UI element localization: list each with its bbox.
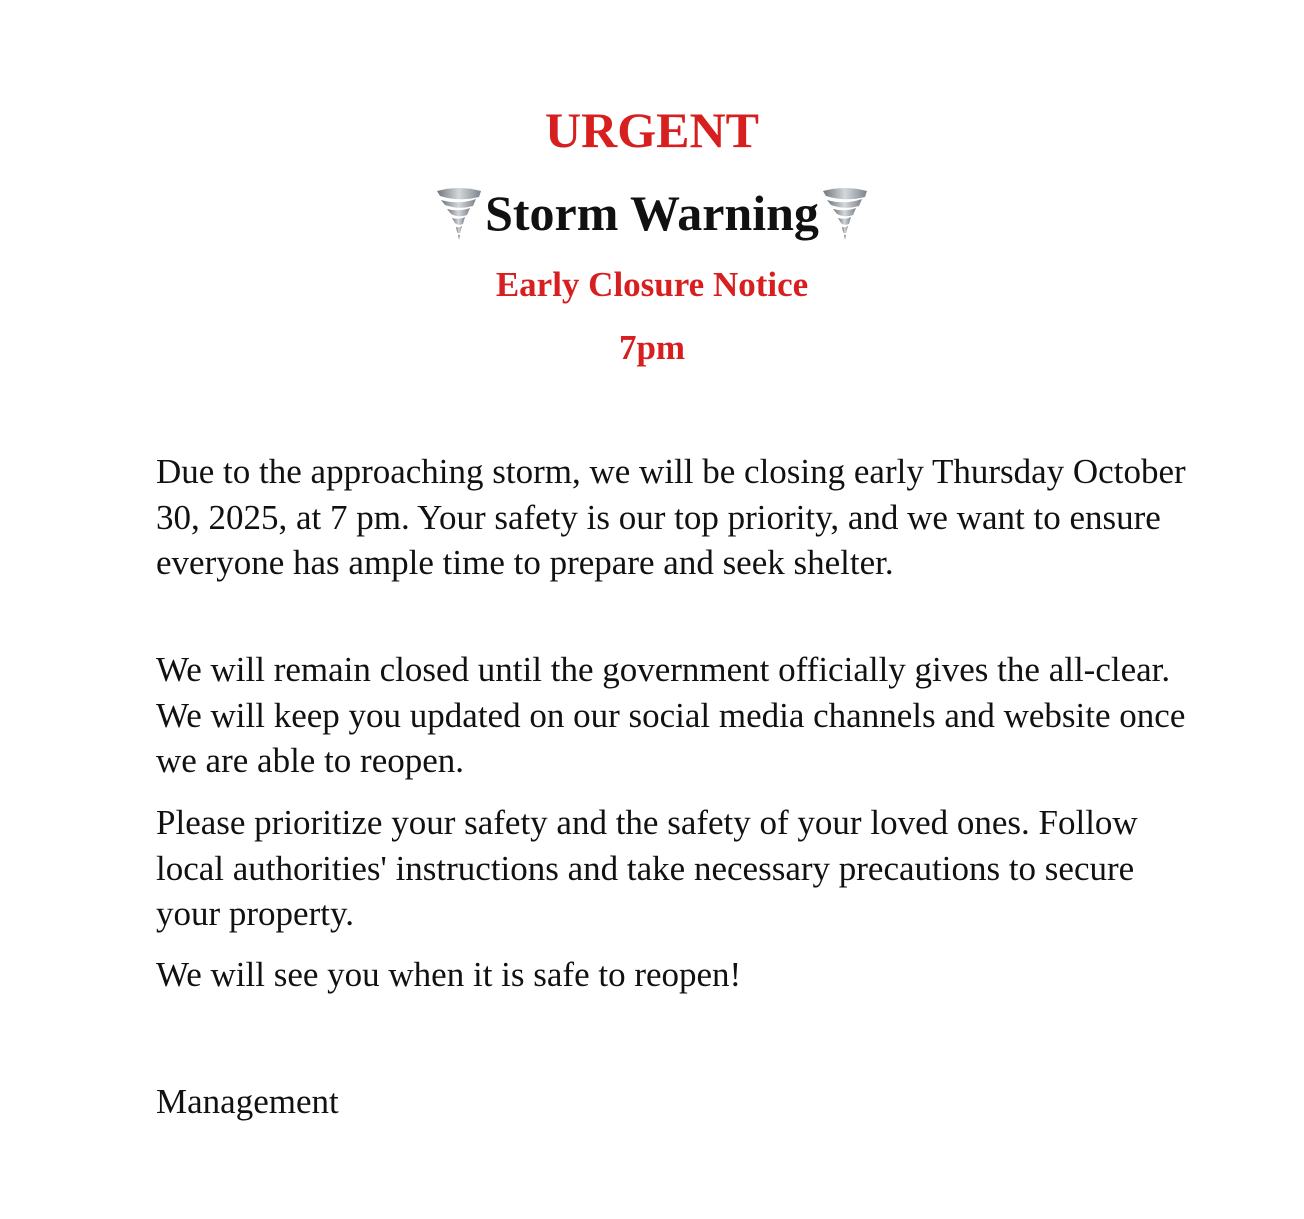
tornado-icon (821, 185, 869, 241)
paragraph: We will see you when it is safe to reopen! (156, 955, 742, 994)
paragraph: Due to the approaching storm, we will be closing early Thursday October 30, 2025, at 7 pm. Your safety is our top priority, and we want to ensure everyone has ample time to prepare and seek shelter. (156, 452, 1186, 582)
signature: Management (156, 1082, 339, 1121)
title-row (0, 178, 1304, 248)
paragraph: Please prioritize your safety and the safety of your loved ones. Follow local authorities' instructions and take necessary precautions to secure your property. (156, 803, 1138, 933)
closing-time: 7pm (618, 328, 686, 367)
paragraph: We will remain closed until the government officially gives the all-clear. We will keep you updated on our social media channels and website once we are able to reopen. (156, 650, 1186, 780)
urgent-heading: URGENT (545, 102, 759, 158)
tornado-icon (435, 185, 483, 241)
page-title: Storm Warning (485, 185, 819, 241)
subtitle: Early Closure Notice (495, 265, 809, 304)
